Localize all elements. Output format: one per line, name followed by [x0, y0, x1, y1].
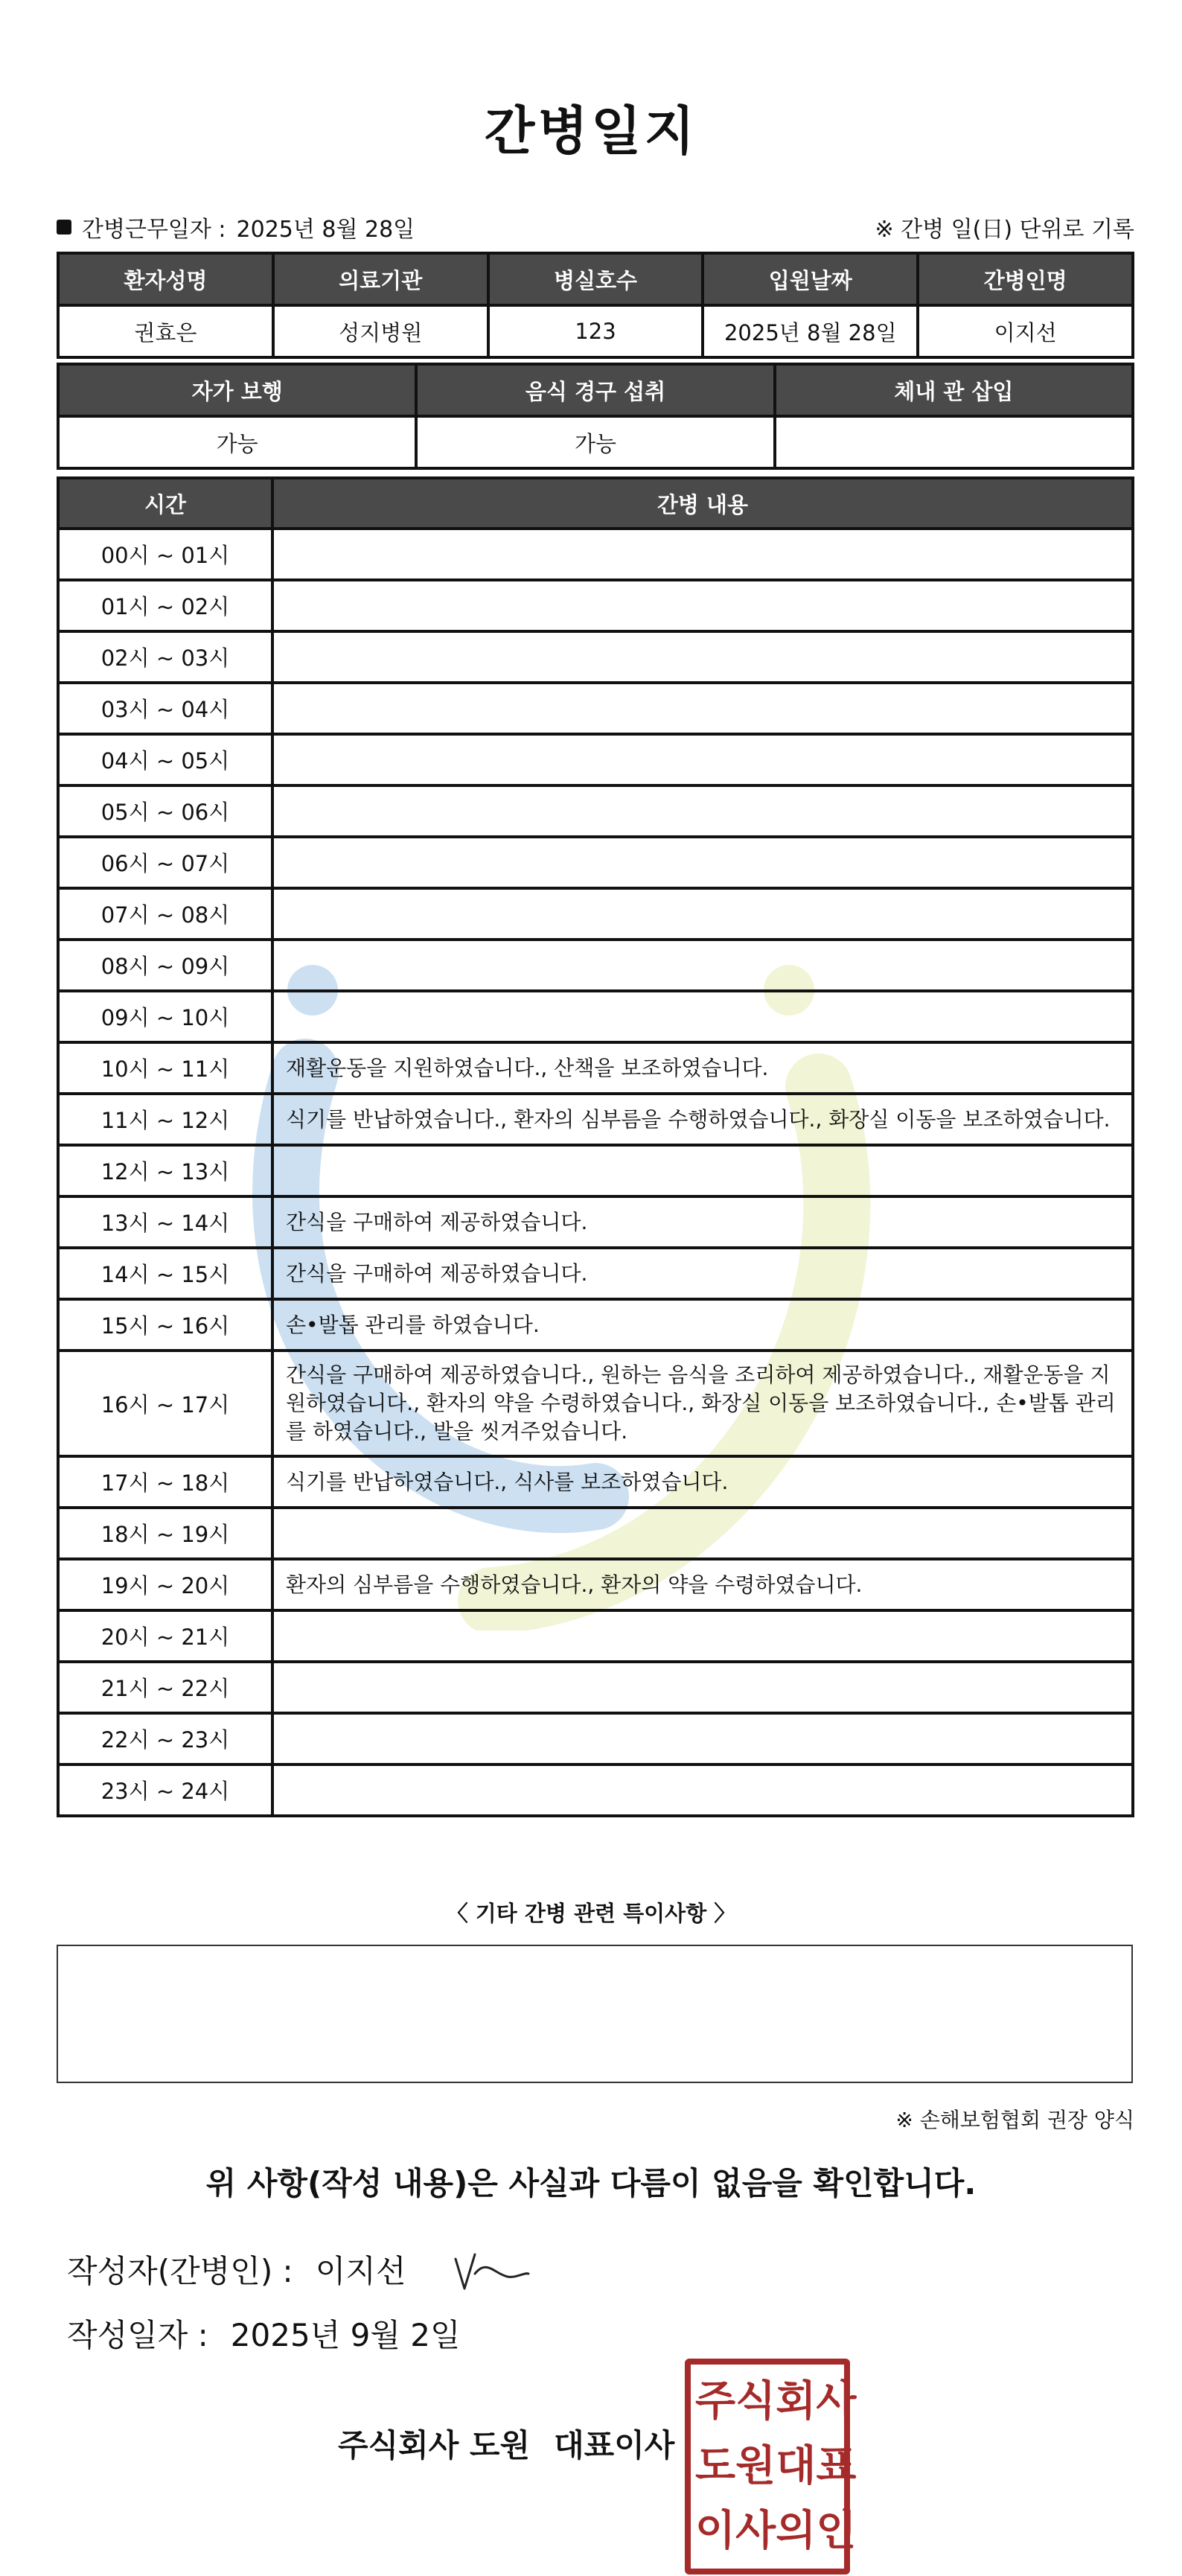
company-seal-stamp — [685, 2359, 857, 2575]
written-date-label: 작성일자 : — [67, 2317, 208, 2353]
time-cell: 22시 ~ 23시 — [58, 1713, 272, 1764]
special-notes-title: 〈 기타 간병 관련 특이사항 〉 — [446, 1901, 736, 1926]
header-self-walking: 자가 보행 — [58, 364, 416, 416]
company-line — [338, 2421, 674, 2466]
care-content-cell — [272, 734, 1133, 785]
room-number-cell: 123 — [488, 305, 703, 357]
work-date-row — [57, 208, 1134, 246]
header-patient-name: 환자성명 — [58, 253, 273, 305]
time-cell: 23시 ~ 24시 — [58, 1764, 272, 1816]
time-cell: 16시 ~ 17시 — [58, 1351, 272, 1456]
care-content-cell: 재활운동을 지원하였습니다., 산책을 보조하였습니다. — [272, 1042, 1133, 1094]
form-note: ※ 손해보험협회 권장 양식 — [895, 2108, 1134, 2132]
seal-char: 이 — [695, 2507, 736, 2556]
table-row — [58, 580, 1133, 631]
time-cell: 02시 ~ 03시 — [58, 631, 272, 683]
table-row — [58, 837, 1133, 888]
care-content-cell: 간식을 구매하여 제공하였습니다. — [272, 1196, 1133, 1248]
time-cell: 04시 ~ 05시 — [58, 734, 272, 785]
header-oral-intake: 음식 경구 섭취 — [416, 364, 774, 416]
table-row — [58, 631, 1133, 683]
table-row — [58, 940, 1133, 991]
table-row — [58, 1764, 1133, 1816]
seal-char: 식 — [735, 2376, 776, 2426]
care-content-cell — [272, 631, 1133, 683]
written-date-line — [67, 2311, 461, 2356]
written-date-value: 2025년 9월 2일 — [230, 2317, 461, 2353]
care-content-cell: 식기를 반납하였습니다., 환자의 심부름을 수행하였습니다., 화장실 이동을 보조하였습니다. — [272, 1094, 1133, 1145]
work-date-value: 2025년 8월 28일 — [236, 217, 415, 243]
time-cell: 21시 ~ 22시 — [58, 1662, 272, 1713]
care-content-cell — [272, 683, 1133, 734]
care-content-cell — [272, 1764, 1133, 1816]
confirmation-statement: 위 사항(작성 내용)은 사실과 다름이 없음을 확인합니다. — [205, 2165, 977, 2202]
time-cell: 06시 ~ 07시 — [58, 837, 272, 888]
care-log-body — [58, 529, 1133, 1816]
care-content-cell — [272, 888, 1133, 940]
table-row — [58, 529, 1133, 580]
care-content-cell — [272, 1610, 1133, 1662]
patient-name-cell: 권효은 — [58, 305, 273, 357]
page-title: 간병일지 — [484, 101, 698, 162]
header-time: 시간 — [58, 478, 272, 529]
time-cell: 00시 ~ 01시 — [58, 529, 272, 580]
hospital-cell: 성지병원 — [273, 305, 488, 357]
header-tube-insertion: 체내 관 삽입 — [775, 364, 1133, 416]
care-content-cell — [272, 991, 1133, 1042]
care-log-table — [57, 476, 1134, 1817]
work-date-label: 간병근무일자 : — [82, 217, 226, 243]
time-cell: 17시 ~ 18시 — [58, 1456, 272, 1508]
time-cell: 13시 ~ 14시 — [58, 1196, 272, 1248]
seal-char: 표 — [816, 2441, 857, 2490]
writer-line — [67, 2247, 406, 2292]
tube-insertion-cell — [775, 416, 1133, 468]
caregiver-name-cell: 이지선 — [918, 305, 1133, 357]
care-content-cell: 간식을 구매하여 제공하였습니다. — [272, 1248, 1133, 1299]
seal-char: 의 — [776, 2507, 817, 2556]
care-content-cell: 환자의 심부름을 수행하였습니다., 환자의 약을 수령하였습니다. — [272, 1559, 1133, 1610]
time-cell: 05시 ~ 06시 — [58, 785, 272, 837]
table-row — [58, 1508, 1133, 1559]
table-row — [58, 1351, 1133, 1456]
table-row — [58, 1145, 1133, 1196]
care-content-cell — [272, 1713, 1133, 1764]
seal-char: 사 — [816, 2376, 857, 2426]
company-representative: 대표이사 — [554, 2427, 675, 2464]
table-row — [58, 734, 1133, 785]
signature-icon — [450, 2244, 531, 2296]
header-care-content: 간병 내용 — [272, 478, 1133, 529]
table-row — [58, 888, 1133, 940]
care-content-cell — [272, 1145, 1133, 1196]
care-content-cell: 간식을 구매하여 제공하였습니다., 원하는 음식을 조리하여 제공하였습니다., 재활운동을 지원하였습니다., 환자의 약을 수령하였습니다., 화장실 이동을 보조하였습니다., 손•발톱 관리를 하였습니다., 발을 씻겨주었습니다. — [272, 1351, 1133, 1456]
table-row — [58, 1713, 1133, 1764]
patient-info-table — [57, 252, 1134, 359]
table-row — [58, 785, 1133, 837]
table-row — [58, 1662, 1133, 1713]
table-row — [58, 683, 1133, 734]
table-row — [58, 1559, 1133, 1610]
time-cell: 08시 ~ 09시 — [58, 940, 272, 991]
time-cell: 20시 ~ 21시 — [58, 1610, 272, 1662]
table-row — [58, 1456, 1133, 1508]
table-row — [58, 1196, 1133, 1248]
seal-char: 대 — [776, 2441, 817, 2490]
time-cell: 15시 ~ 16시 — [58, 1299, 272, 1351]
table-row — [58, 1248, 1133, 1299]
table-row — [58, 1042, 1133, 1094]
time-cell: 03시 ~ 04시 — [58, 683, 272, 734]
header-admission-date: 입원날짜 — [703, 253, 918, 305]
care-content-cell — [272, 837, 1133, 888]
time-cell: 01시 ~ 02시 — [58, 580, 272, 631]
seal-char: 사 — [735, 2507, 776, 2556]
care-content-cell — [272, 940, 1133, 991]
admission-date-cell: 2025년 8월 28일 — [703, 305, 918, 357]
care-content-cell — [272, 785, 1133, 837]
seal-char: 주 — [695, 2376, 736, 2426]
time-cell: 07시 ~ 08시 — [58, 888, 272, 940]
special-notes-box — [57, 1945, 1133, 2083]
care-content-cell — [272, 1508, 1133, 1559]
care-content-cell — [272, 1662, 1133, 1713]
seal-char: 원 — [735, 2441, 776, 2490]
table-row — [58, 1299, 1133, 1351]
bullet-square-icon — [57, 220, 71, 235]
self-walking-cell: 가능 — [58, 416, 416, 468]
time-cell: 09시 ~ 10시 — [58, 991, 272, 1042]
writer-name: 이지선 — [315, 2253, 406, 2289]
seal-char: 인 — [816, 2507, 857, 2556]
seal-char: 회 — [776, 2376, 817, 2426]
time-cell: 18시 ~ 19시 — [58, 1508, 272, 1559]
header-room-number: 병실호수 — [488, 253, 703, 305]
care-content-cell: 식기를 반납하였습니다., 식사를 보조하였습니다. — [272, 1456, 1133, 1508]
table-row — [58, 1094, 1133, 1145]
time-cell: 11시 ~ 12시 — [58, 1094, 272, 1145]
table-row — [58, 991, 1133, 1042]
seal-char: 도 — [695, 2441, 736, 2490]
care-content-cell — [272, 529, 1133, 580]
writer-label: 작성자(간병인) : — [67, 2253, 293, 2289]
time-cell: 19시 ~ 20시 — [58, 1559, 272, 1610]
header-hospital: 의료기관 — [273, 253, 488, 305]
header-caregiver-name: 간병인명 — [918, 253, 1133, 305]
care-content-cell: 손•발톱 관리를 하였습니다. — [272, 1299, 1133, 1351]
company-name: 주식회사 도원 — [338, 2427, 531, 2464]
time-cell: 12시 ~ 13시 — [58, 1145, 272, 1196]
oral-intake-cell: 가능 — [416, 416, 774, 468]
record-note: ※ 간병 일(日) 단위로 기록 — [875, 217, 1134, 243]
patient-status-table — [57, 363, 1134, 470]
time-cell: 10시 ~ 11시 — [58, 1042, 272, 1094]
care-content-cell — [272, 580, 1133, 631]
table-row — [58, 1610, 1133, 1662]
time-cell: 14시 ~ 15시 — [58, 1248, 272, 1299]
